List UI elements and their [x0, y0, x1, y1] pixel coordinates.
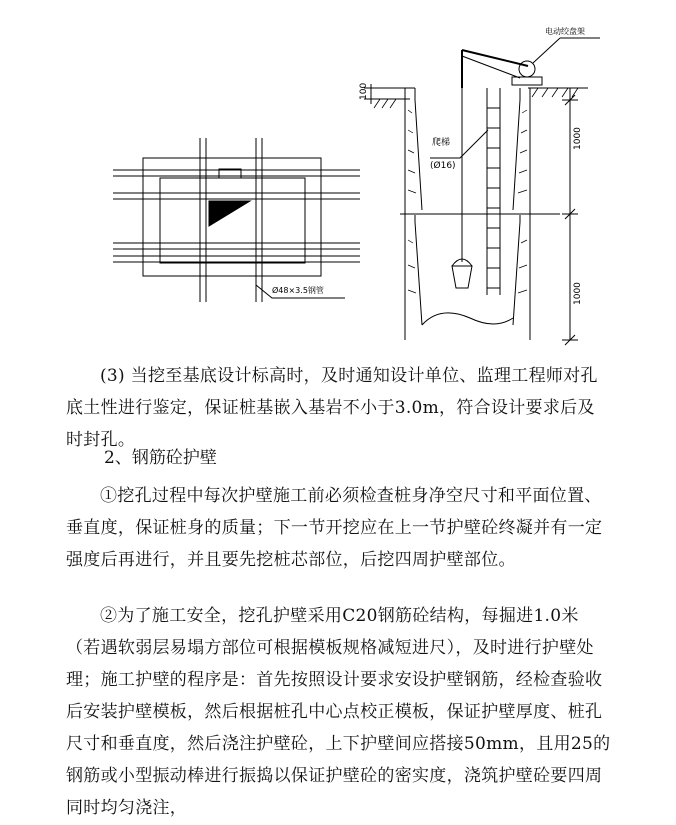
plan-view: [113, 138, 360, 302]
dim-segment-2-label: 1000: [573, 282, 583, 305]
ladder-label: 爬梯: [432, 138, 451, 148]
section-view: [364, 38, 600, 345]
paragraph-item-2: ②为了施工安全，挖孔护壁采用C20钢筋砼结构，每掘进1.0米（若遇软弱层易塌方部位可根据模板规格减短进尺），及时进行护壁处理；施工护壁的程序是：首先按照设计要求安设护壁钢筋，经检查验收后安装护壁模板，然后根据桩孔中心点校正模板，保证护壁厚度、桩孔尺寸和垂直度，然后浇注护壁砼，上下护壁间应搭接50mm，且用25的钢筋或小型振动棒进行振捣以保证护壁砼的密实度，浇筑护壁砼要四周同时均匀浇注，: [66, 606, 611, 818]
dim-top-label: 100: [359, 82, 369, 100]
winch-drum: [519, 61, 535, 77]
pipe-clamp: [209, 201, 250, 226]
figure-svg: [0, 0, 676, 350]
plan-inner-frame: [160, 178, 305, 263]
pipe-label: Ø48×3.5钢管: [272, 286, 324, 295]
pit-bottom: [422, 313, 513, 325]
dim-segment-1-label: 1000: [573, 127, 583, 150]
paragraph-item-1: ①挖孔过程中每次护壁施工前必须检查桩身净空尺寸和平面位置、垂直度，保证桩身的质量；下一节开挖应在上一节护壁砼终凝并有一定强度后再进行，并且要先挖桩芯部位，后挖四周护壁部位。: [66, 486, 603, 570]
section-heading: 2、钢筋砼护壁: [104, 448, 217, 468]
winch-label: 电动绞盘架: [545, 27, 585, 36]
bucket: [452, 266, 472, 288]
construction-figure: [0, 0, 676, 350]
paragraph-3: (3) 当挖至基底设计标高时，及时通知设计单位、监理工程师对孔底土性进行鉴定，保证桩基嵌入基岩不小于3.0m，符合设计要求后及时封孔。: [66, 366, 598, 450]
winch-frame: [462, 38, 600, 88]
ladder: [487, 88, 500, 295]
ladder-spec-label: (Ø16): [430, 161, 456, 171]
